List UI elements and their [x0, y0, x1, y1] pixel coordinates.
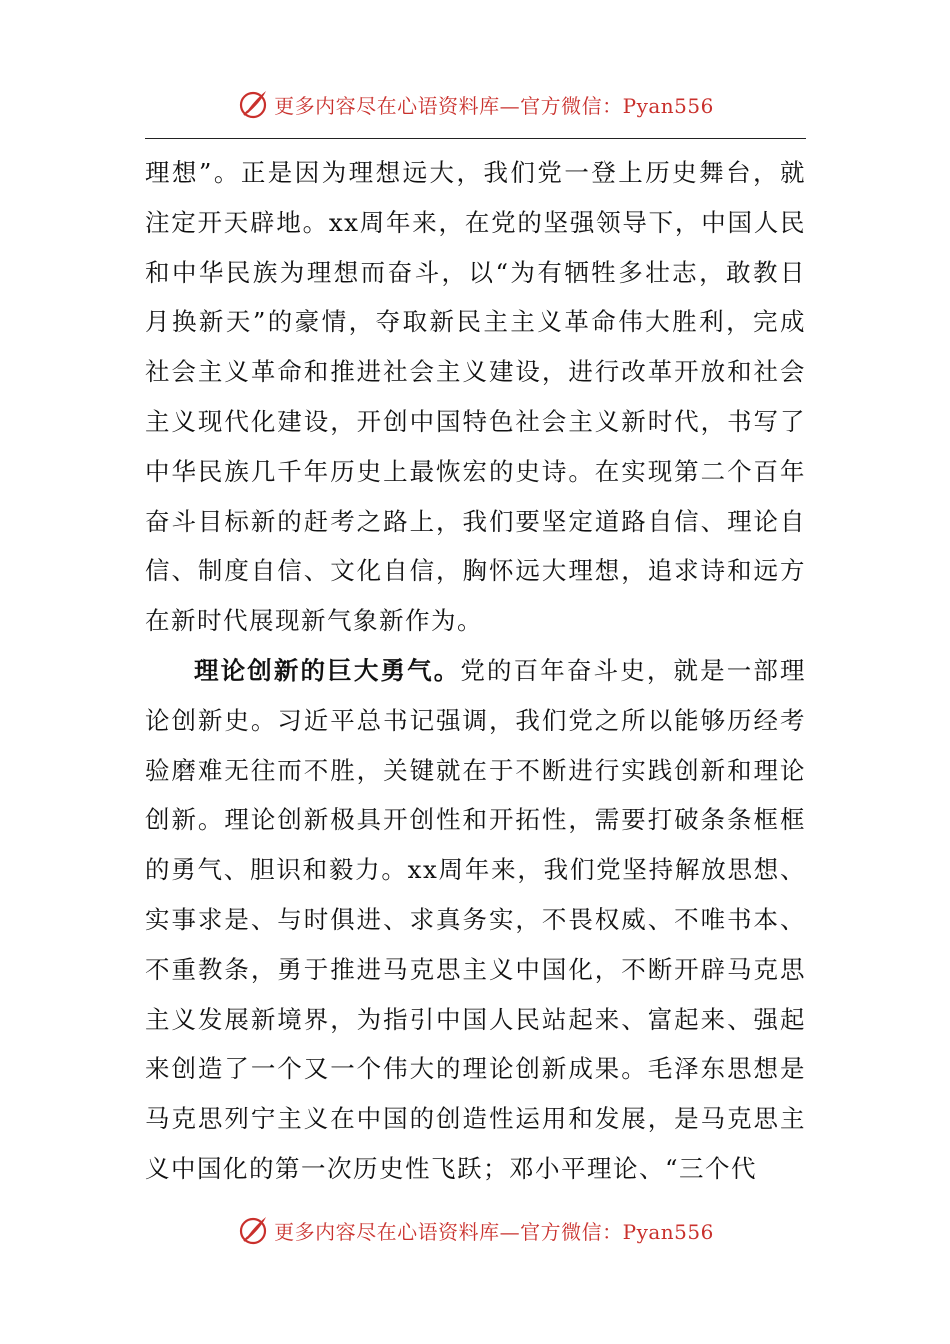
header-banner-text: 更多内容尽在心语资料库—官方微信：	[274, 93, 623, 118]
quill-pen-circle-icon	[236, 1213, 270, 1247]
page-header	[0, 84, 950, 124]
header-wechat-id: Pyan556	[622, 93, 714, 118]
footer-banner-text: 更多内容尽在心语资料库—官方微信：	[274, 1219, 623, 1244]
paragraph-2-text: 党的百年奋斗史，就是一部理论创新史。习近平总书记强调，我们党之所以能够历经考验磨难无往而不胜，关键就在于不断进行实践创新和理论创新。理论创新极具开创性和开拓性，需要打破条条框框的勇气、胆识和毅力。xx周年来，我们党坚持解放思想、实事求是、与时俱进、求真务实，不畏权威、不唯书本、不重教条，勇于推进马克思主义中国化，不断开辟马克思主义发展新境界，为指引中国人民站起来、富起来、强起来创造了一个又一个伟大的理论创新成果。毛泽东思想是马克思列宁主义在中国的创造性运用和发展，是马克思主义中国化的第一次历史性飞跃；邓小平理论、“三个代	[145, 655, 807, 1183]
paragraph-1: 理想”。正是因为理想远大，我们党一登上历史舞台，就注定开天辟地。xx周年来，在党的坚强领导下，中国人民和中华民族为理想而奋斗，以“为有牺牲多壮志，敢教日月换新天”的豪情，夺取新民主主义革命伟大胜利，完成社会主义革命和推进社会主义建设，进行改革开放和社会主义现代化建设，开创中国特色社会主义新时代，书写了中华民族几千年历史上最恢宏的史诗。在实现第二个百年奋斗目标新的赶考之路上，我们要坚定道路自信、理论自信、制度自信、文化自信，胸怀远大理想，追求诗和远方在新时代展现新气象新作为。	[145, 158, 806, 636]
quill-pen-circle-icon	[236, 87, 270, 121]
paragraph-2	[145, 646, 806, 1194]
header-divider	[145, 138, 806, 139]
footer-banner	[274, 1216, 714, 1245]
header-banner	[274, 90, 714, 119]
paragraph-2-lead: 理论创新的巨大勇气。	[194, 655, 461, 685]
page-footer	[0, 1210, 950, 1250]
footer-wechat-id: Pyan556	[622, 1219, 714, 1244]
document-body	[145, 148, 806, 1194]
